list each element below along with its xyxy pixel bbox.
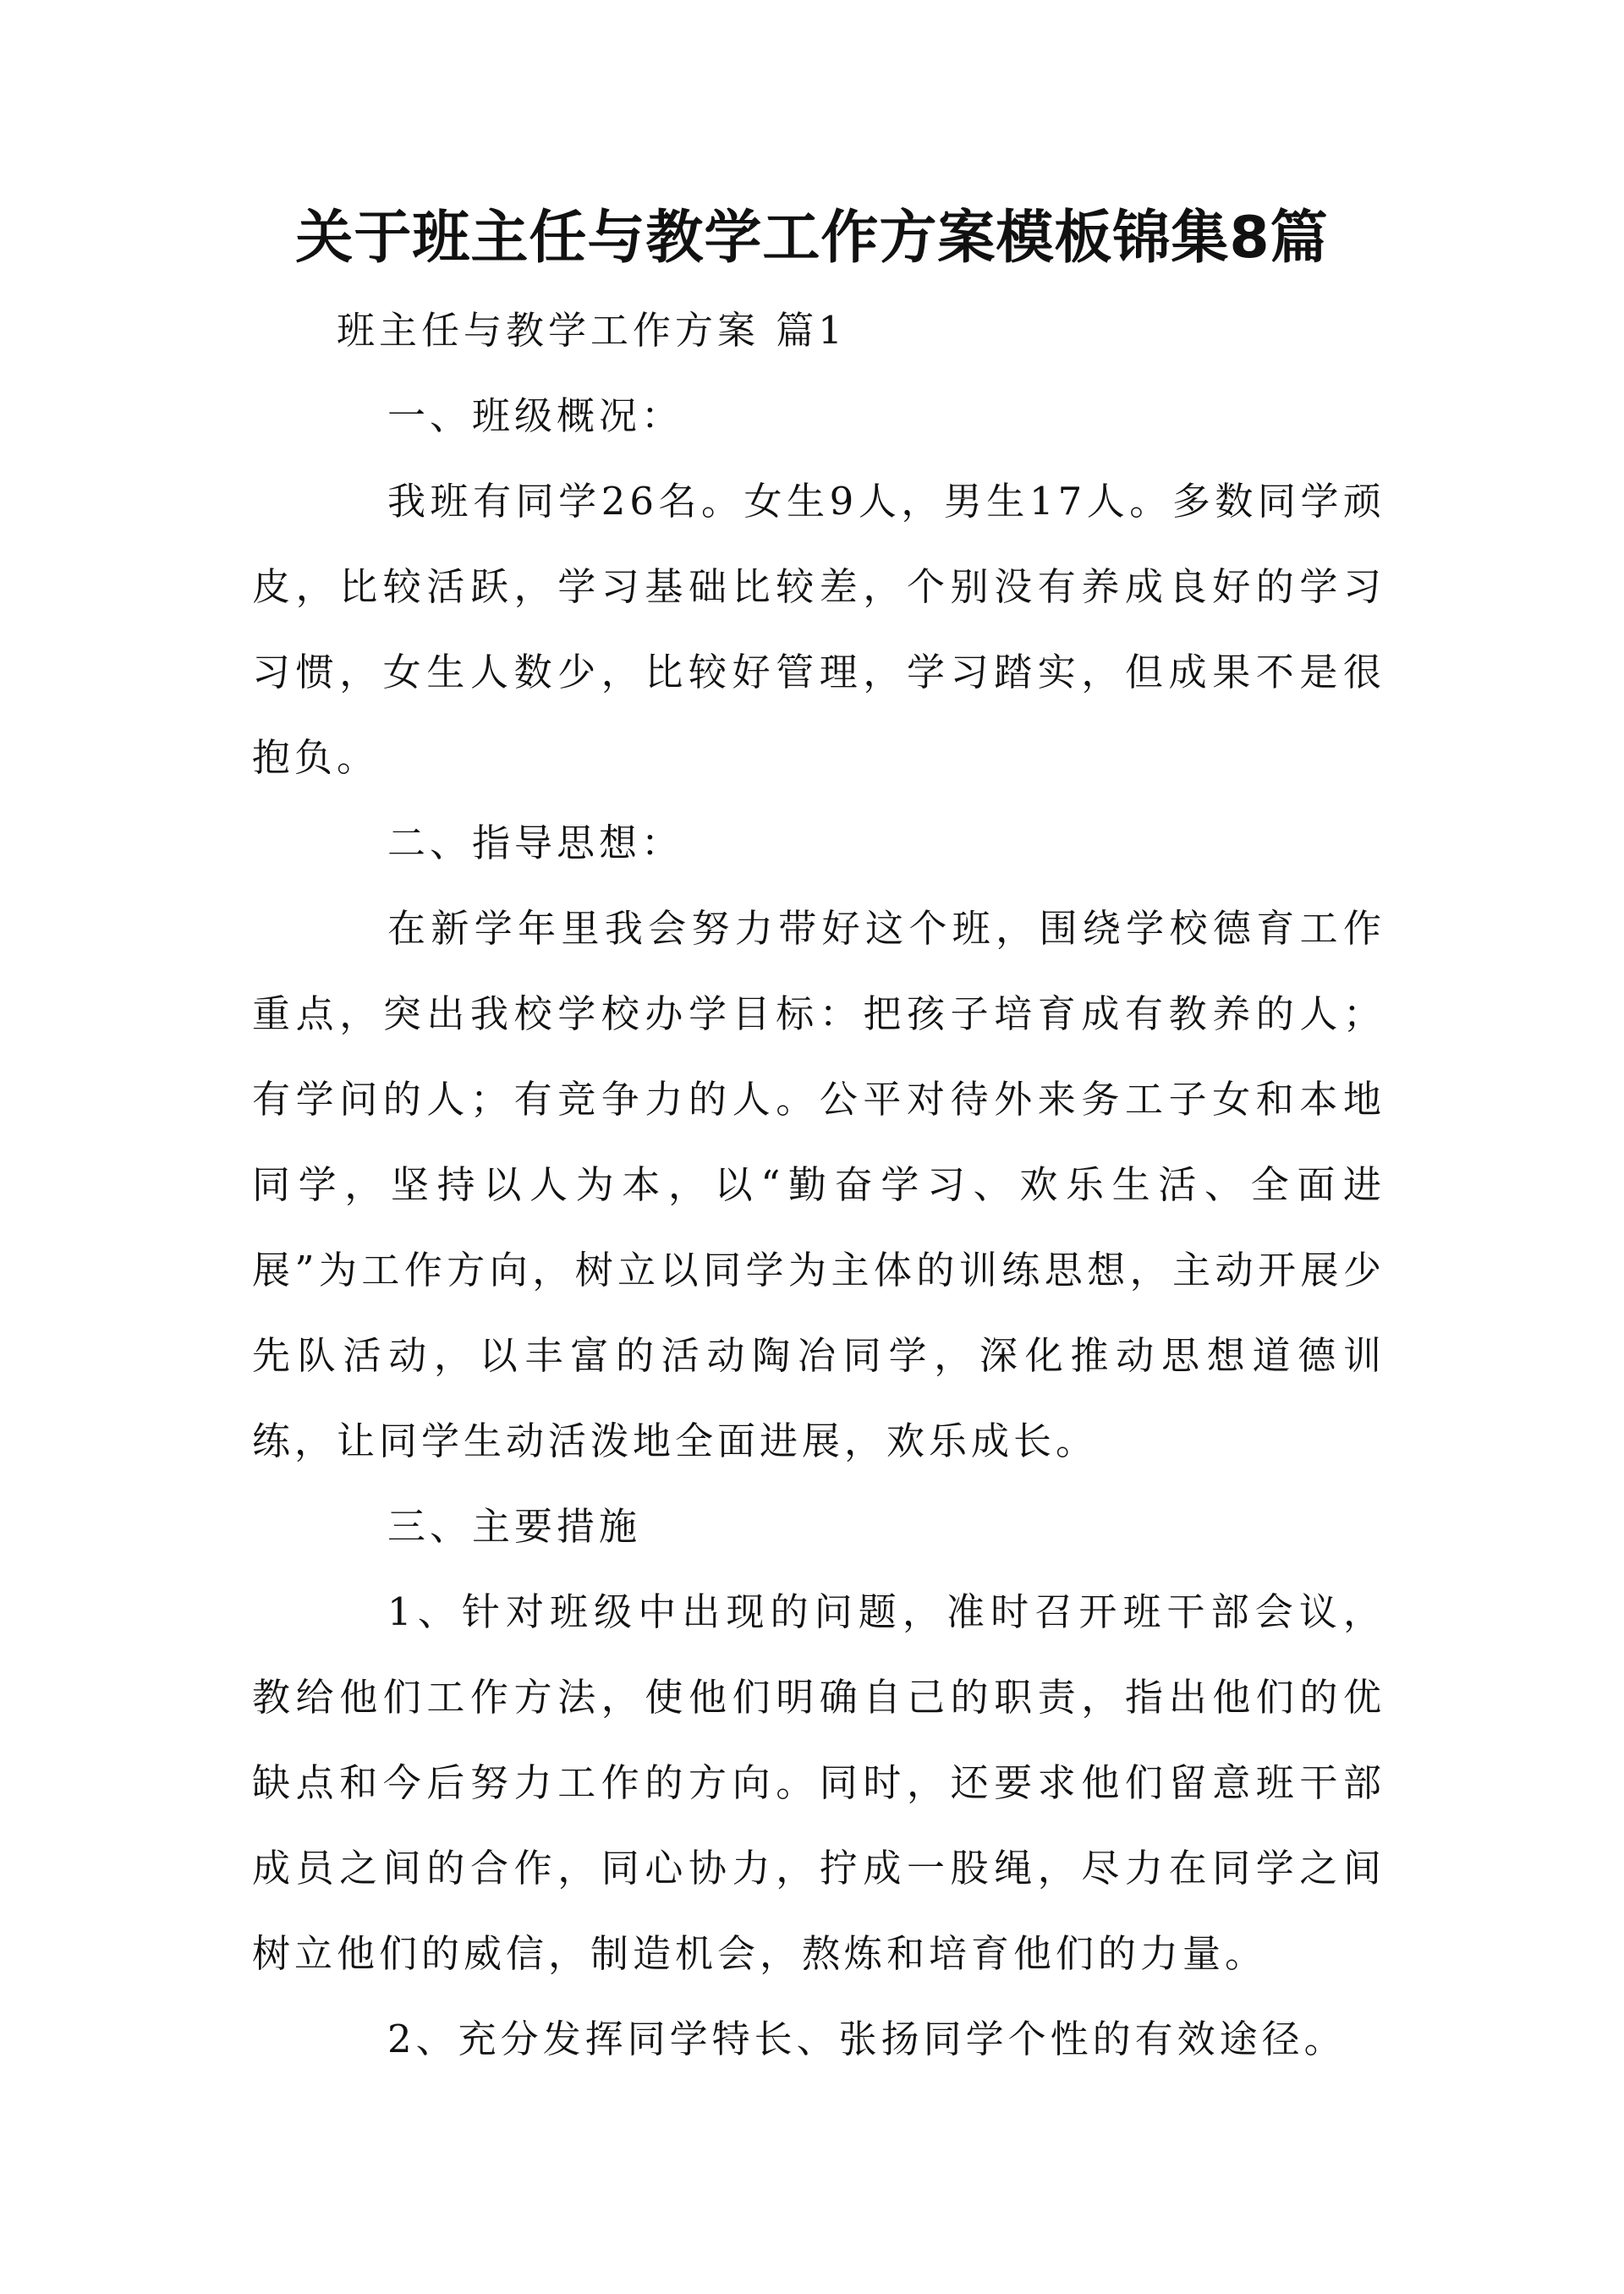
heading-main-measures: 三、主要措施 [387, 1504, 642, 1549]
document-title: 关于班主任与教学工作方案模板锦集8篇 [295, 205, 1329, 272]
heading-class-overview: 一、班级概况： [387, 393, 684, 438]
section-subtitle: 班主任与教学工作方案 篇1 [337, 308, 847, 353]
paragraph-measure-1: 1、针对班级中出现的问题，准时召开班干部会议，教给他们工作方法，使他们明确自己的职责，指出他们的优缺点和今后努力工作的方向。同时，还要求他们留意班干部成员之间的合作，同心协力，拧成一股绳，尽力在同学之间树立他们的威信，制造机会，熬炼和培育他们的力量。 [252, 1589, 1385, 1976]
paragraph-class-overview: 我班有同学26名。女生9人，男生17人。多数同学顽皮，比较活跃，学习基础比较差，个别没有养成良好的学习习惯，女生人数少，比较好管理，学习踏实，但成果不是很抱负。 [252, 479, 1385, 780]
paragraph-measure-2: 2、充分发挥同学特长、张扬同学个性的有效途径。 [387, 2017, 1347, 2061]
paragraph-guiding-ideology: 在新学年里我会努力带好这个班，围绕学校德育工作重点，突出我校学校办学目标：把孩子培育成有教养的人；有学问的人；有竞争力的人。公平对待外来务工子女和本地同学，坚持以人为本，以“勤奋学习、欢乐生活、全面进展”为工作方向，树立以同学为主体的训练思想，主动开展少先队活动，以丰富的活动陶冶同学，深化推动思想道德训练，让同学生动活泼地全面进展，欢乐成长。 [252, 906, 1385, 1463]
document-body [252, 288, 1385, 2082]
heading-guiding-ideology: 二、指导思想： [387, 820, 684, 865]
